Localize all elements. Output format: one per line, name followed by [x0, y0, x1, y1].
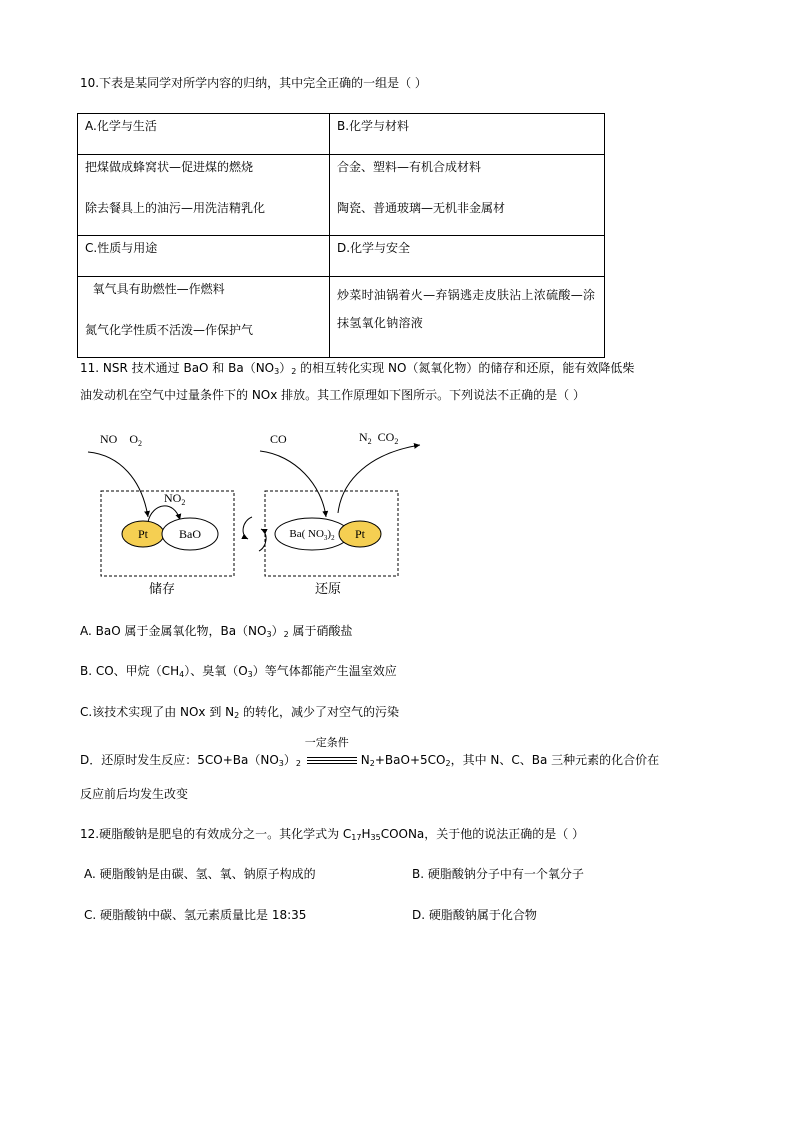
q10-a-line-1: 把煤做成蜂窝状—促进煤的燃烧	[85, 160, 254, 174]
reaction-condition-text: 一定条件	[304, 736, 349, 749]
q10-a-line-2: 除去餐具上的油污—用洗洁精乳化	[85, 201, 266, 215]
q12-stem	[80, 826, 584, 846]
co-arrow	[260, 451, 326, 517]
reaction-line-3	[307, 763, 357, 764]
q12-option-d: D. 硬脂酸钠属于化合物	[412, 908, 537, 922]
q11-d-sub2: 2	[295, 759, 301, 768]
q10-d-line-1: 炒菜时油锅着火—弃锅逃走皮肤沾上浓硫酸—涂抹氢氧化钠溶液	[337, 288, 596, 330]
q11-stem-text-b: ）	[279, 361, 292, 375]
pt-storage-label: Pt	[137, 527, 149, 541]
q11-d-sub1: 3	[278, 759, 284, 768]
q12-option-b: B. 硬脂酸钠分子中有一个氧分子	[412, 867, 584, 881]
q12-sub1: 17	[351, 833, 362, 842]
cycle-arrow-left	[243, 517, 252, 539]
q11-d-product-sub2: 2	[445, 759, 451, 768]
q11-d-mid: ）	[283, 753, 296, 767]
q11-a-post: 属于硝酸盐	[288, 624, 353, 638]
q10-b-line-1: 合金、塑料—有机合成材料	[337, 160, 482, 174]
storage-caption: 储存	[148, 582, 176, 597]
q11-a-mid: ）	[271, 624, 284, 638]
q11-stem-text-c: 的相互转化实现 NO（氮氧化物）的储存和还原，能有效降低柴	[296, 361, 635, 375]
reduce-caption: 还原	[314, 582, 342, 597]
q11-b-pre: B. CO、甲烷（CH	[80, 664, 180, 678]
q11-option-b	[80, 663, 397, 683]
co-label: CO	[270, 432, 287, 446]
q10-cell-c-body	[78, 277, 330, 358]
reaction-condition-arrow	[304, 736, 361, 768]
products-arrow	[338, 445, 420, 513]
q11-option-d-line-2: 反应前后均发生改变	[80, 787, 189, 801]
q12-option-a: A. 硬脂酸钠是由碳、氢、氧、钠原子构成的	[84, 867, 316, 881]
pt-reduce-label: Pt	[354, 527, 366, 541]
q12-sub2: 35	[370, 833, 381, 842]
q11-c-pre: C.该技术实现了由 NOx 到 N	[80, 705, 235, 719]
q11-b-post: ）等气体都能产生温室效应	[252, 664, 397, 678]
no2-label: $NO_2$	[164, 491, 186, 507]
reaction-line-1	[307, 757, 357, 758]
bano3-label: Ba( $NO_3)_2$	[289, 528, 335, 542]
q11-d-product-sub1: 2	[369, 759, 375, 768]
nsr-diagram	[80, 425, 440, 605]
q10-cell-a-header	[78, 114, 330, 155]
q10-c-header: C.性质与用途	[85, 241, 158, 255]
q11-option-d	[80, 736, 660, 772]
q11-c-post: 的转化，减少了对空气的污染	[239, 705, 400, 719]
q10-cell-b-body	[330, 155, 605, 236]
q10-cell-b-header	[330, 114, 605, 155]
q11-a-pre: A. BaO 属于金属氧化物，Ba（NO	[80, 624, 267, 638]
q10-c-line-1: 氧气具有助燃性—作燃料	[85, 282, 225, 296]
storage-input-arrow	[88, 452, 148, 517]
q11-stem-sub-a: 3	[274, 367, 280, 376]
q10-c-line-2: 氮气化学性质不活泼—作保护气	[85, 323, 254, 337]
storage-inputs-label: NO $O_2$	[100, 432, 142, 448]
q11-d-post: ，其中 N、C、Ba 三种元素的化合价在	[450, 753, 660, 767]
q11-stem-text-a: 11. NSR 技术通过 BaO 和 Ba（NO	[80, 361, 275, 375]
q10-cell-d-body	[330, 277, 605, 358]
q11-b-sub1: 4	[179, 670, 185, 679]
q10-table	[77, 113, 605, 358]
q10-b-line-2: 陶瓷、普通玻璃—无机非金属材	[337, 201, 506, 215]
q11-option-c	[80, 704, 399, 724]
products-label: $N_2$ $CO_2$	[359, 430, 399, 446]
q11-a-sub2: 2	[283, 630, 289, 639]
q11-d-pre: D．还原时发生反应：5CO+Ba（NO	[80, 753, 279, 767]
q12-stem-pre: 12.硬脂酸钠是肥皂的有效成分之一。其化学式为 C	[80, 827, 352, 841]
q10-d-header: D.化学与安全	[337, 241, 411, 255]
q12-option-c: C. 硬脂酸钠中碳、氢元素质量比是 18:35	[84, 908, 307, 922]
no2-arrow	[148, 506, 180, 522]
q11-stem-line-2: 油发动机在空气中过量条件下的 NOx 排放。其工作原理如下图所示。下列说法不正确的是（ ）	[80, 388, 585, 402]
bao-label: BaO	[179, 527, 201, 541]
q10-cell-c-header	[78, 236, 330, 277]
reaction-line-2	[307, 760, 357, 761]
q10-b-header: B.化学与材料	[337, 119, 410, 133]
q11-stem-line-1	[80, 360, 634, 380]
q11-option-a	[80, 623, 353, 643]
q10-cell-a-body	[78, 155, 330, 236]
q11-c-sub1: 2	[234, 711, 240, 720]
q11-d-product-mid: +BaO+5CO	[374, 753, 446, 767]
q11-b-mid: ）、臭氧（O	[184, 664, 248, 678]
q10-cell-d-header	[330, 236, 605, 277]
q11-a-sub1: 3	[266, 630, 272, 639]
q10-stem: 10.下表是某同学对所学内容的归纳，其中完全正确的一组是（ ）	[80, 76, 427, 90]
q12-stem-post: COONa，关于他的说法正确的是（ ）	[380, 827, 585, 841]
q11-d-product-pre: N	[360, 753, 370, 767]
q11-b-sub2: 3	[247, 670, 253, 679]
q11-stem-sub-b: 2	[291, 367, 297, 376]
q12-mid1: H	[361, 827, 371, 841]
q10-a-header: A.化学与生活	[85, 119, 157, 133]
